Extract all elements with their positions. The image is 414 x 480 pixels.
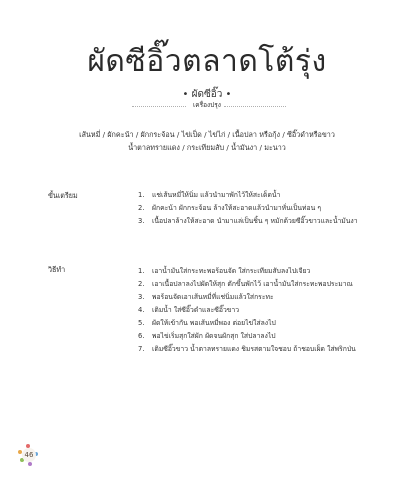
page-number: 46 — [22, 448, 36, 462]
step-text: ผักคะน้า ผักกระจ้อน ล้างให้สะอาดแล้วนำมาหั่นเป็นท่อน ๆ — [152, 204, 322, 212]
method-step — [138, 329, 356, 342]
ingredients-heading — [0, 99, 414, 111]
step-text: เอาน้ำมันใส่กระทะพอร้อนจัด ใส่กระเทียมสับลงไปเจียว — [152, 267, 311, 275]
ingredients-line-2: น้ำตาลทรายแดง / กระเทียมสับ / น้ำมันงา / มะนาว — [128, 142, 286, 152]
step-text: ผัดให้เข้ากัน พอเส้นหมี่พอง ต่อยไข่ใส่ลงไป — [152, 319, 276, 327]
step-text: เติมซีอิ๊วขาว น้ำตาลทรายแดง ชิมรสตามใจชอบ ถ้าชอบเผ็ด ใส่พริกป่น — [152, 345, 356, 353]
step-number: 7. — [138, 344, 145, 353]
divider-left — [132, 106, 194, 107]
step-text: พอไข่เริ่มสุกใส่ผัก ผัดจนผักสุก ใส่ปลาลงไป — [152, 332, 276, 340]
step-number: 6. — [138, 331, 145, 340]
prep-steps-list — [138, 188, 358, 227]
method-step — [138, 277, 356, 290]
page-title: ผัดซีอิ๊วตลาดโต้รุ่ง — [87, 44, 327, 79]
step-number: 2. — [138, 203, 145, 212]
step-number: 2. — [138, 279, 145, 288]
dish-subtitle: • ผัดซีอิ๊ว • — [182, 89, 232, 100]
step-number: 1. — [138, 266, 145, 275]
method-step — [138, 264, 356, 277]
page-number-badge — [16, 444, 38, 466]
prep-section-label: ขั้นเตรียม — [48, 191, 78, 200]
method-section-label: วิธีทำ — [48, 265, 66, 274]
prep-step — [138, 188, 358, 201]
method-step — [138, 342, 356, 355]
ingredients-list — [40, 129, 374, 154]
step-number: 3. — [138, 216, 145, 225]
step-text: เอาเนื้อปลาลงไปผัดให้สุก ตักขึ้นพักไว้ เอาน้ำมันใส่กระทะพอประมาณ — [152, 280, 353, 288]
prep-step — [138, 214, 358, 227]
step-number: 1. — [138, 190, 145, 199]
decor-dot — [28, 462, 32, 466]
step-text: พอร้อนจัดเอาเส้นหมี่ที่แช่นิ่มแล้วใส่กระทะ — [152, 293, 274, 301]
method-step — [138, 316, 356, 329]
step-text: เนื้อปลาล้างให้สะอาด นำมาแล่เป็นชิ้น ๆ หมักด้วยซีอิ๊วขาวและน้ำมันงา — [152, 217, 358, 225]
step-number: 3. — [138, 292, 145, 301]
method-steps-list — [138, 264, 356, 355]
method-step — [138, 303, 356, 316]
step-number: 4. — [138, 305, 145, 314]
step-text: แช่เส้นหมี่ให้นิ่ม แล้วนำมาพักไว้ให้สะเด็ดน้ำ — [152, 191, 281, 199]
prep-step — [138, 201, 358, 214]
method-step — [138, 290, 356, 303]
ingredients-line-1: เส้นหมี่ / ผักคะน้า / ผักกระจ้อน / ไข่เป็ด / ไข่ไก่ / เนื้อปลา หรือกุ้ง / ซีอิ๊วดำหรือขาว — [79, 130, 335, 139]
step-number: 5. — [138, 318, 145, 327]
ingredients-heading-label: เครื่องปรุง — [187, 101, 227, 109]
divider-right — [224, 106, 286, 107]
step-text: เติมน้ำ ใส่ซีอิ๊วดำและซีอิ๊วขาว — [152, 306, 240, 314]
